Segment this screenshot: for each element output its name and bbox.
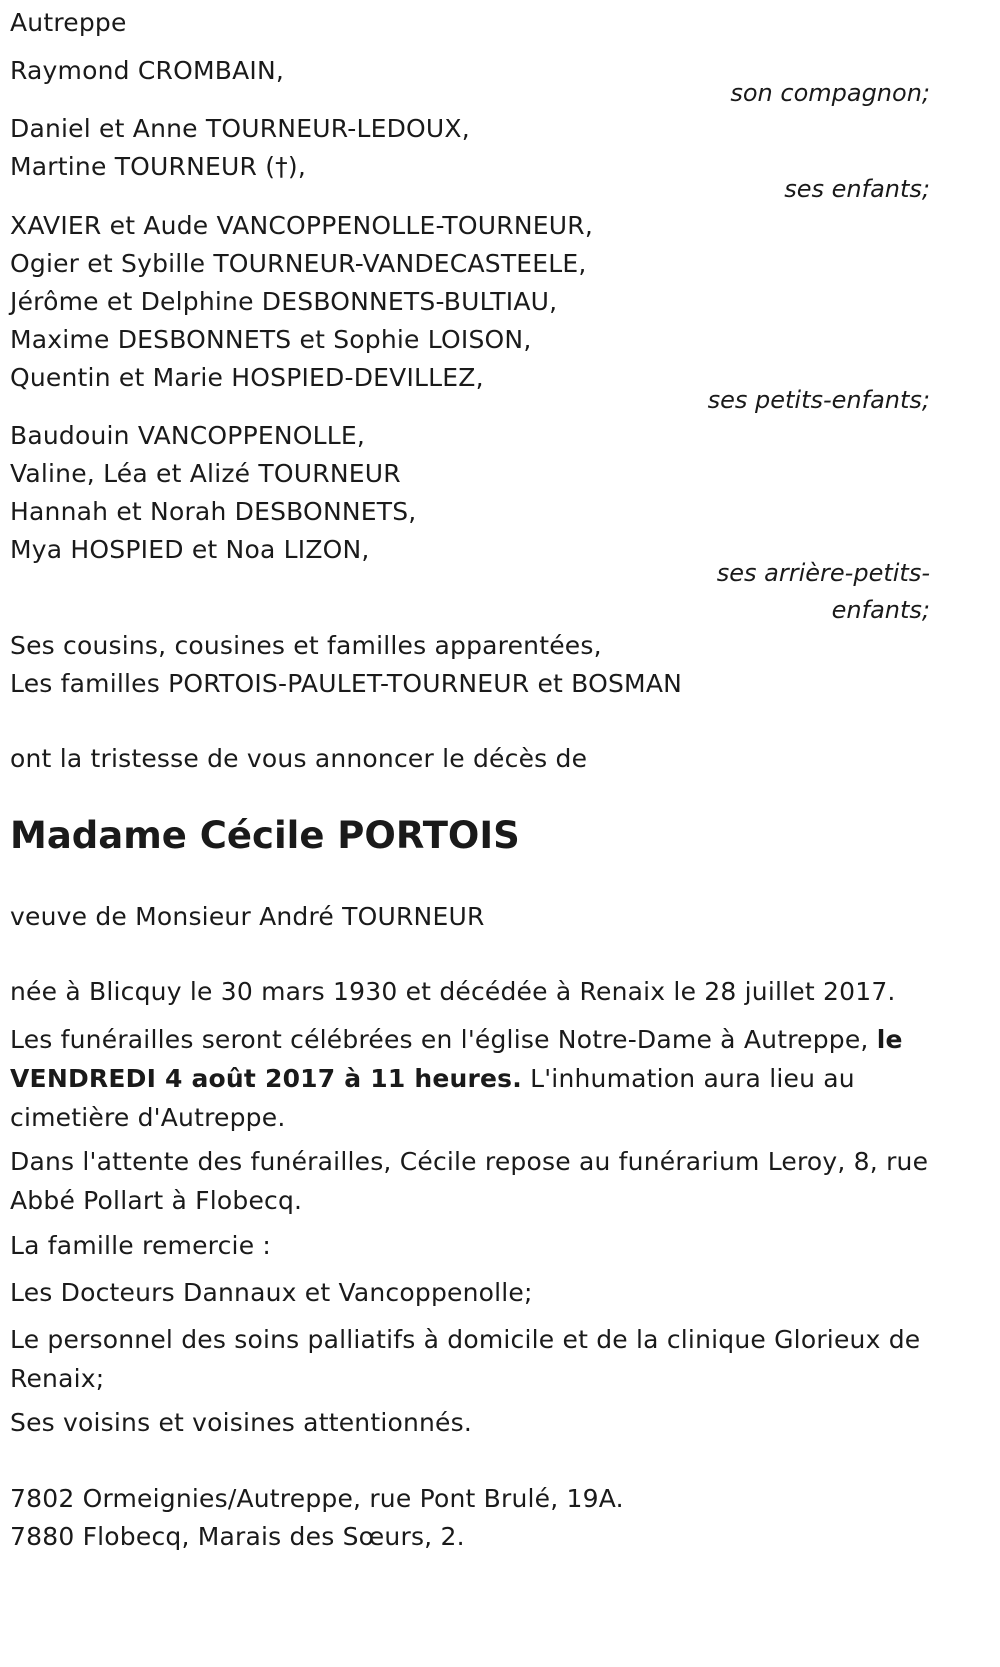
great-grandchildren-role-line1: ses arrière-petits-	[716, 559, 930, 587]
thanks-intro: La famille remercie :	[10, 1231, 272, 1260]
child-name: Daniel et Anne TOURNEUR-LEDOUX,	[10, 114, 470, 143]
spouse-line: veuve de Monsieur André TOURNEUR	[10, 902, 485, 931]
birth-death-dates: née à Blicquy le 30 mars 1930 et décédée à Renaix le 28 juillet 2017.	[10, 977, 896, 1006]
companion-role: son compagnon;	[730, 79, 930, 107]
grandchildren-role: ses petits-enfants;	[707, 386, 930, 414]
thanks-item: Les Docteurs Dannaux et Vancoppenolle;	[10, 1278, 533, 1307]
grandchild-name: Jérôme et Delphine DESBONNETS-BULTIAU,	[10, 287, 558, 316]
relatives-line: Ses cousins, cousines et familles apparentées,	[10, 631, 602, 660]
grandchild-name: Ogier et Sybille TOURNEUR-VANDECASTEELE,	[10, 249, 587, 278]
funeral-text-before: Les funérailles seront célébrées en l'église Notre-Dame à Autreppe,	[10, 1025, 877, 1054]
thanks-item: Le personnel des soins palliatifs à domicile et de la clinique Glorieux de Renaix;	[10, 1325, 921, 1393]
funeral-date-time: le VENDREDI 4 août 2017 à 11 heures.	[10, 1025, 903, 1093]
great-grandchild-name: Hannah et Norah DESBONNETS,	[10, 497, 417, 526]
child-name: Martine TOURNEUR (†),	[10, 152, 306, 181]
great-grandchild-name: Baudouin VANCOPPENOLLE,	[10, 421, 366, 450]
children-role: ses enfants;	[784, 175, 930, 203]
companion-name: Raymond CROMBAIN,	[10, 56, 284, 85]
funeral-text-after: L'inhumation aura lieu au cimetière d'Autreppe.	[10, 1064, 855, 1132]
deceased-name: Madame Cécile PORTOIS	[10, 814, 520, 857]
address-line: 7802 Ormeignies/Autreppe, rue Pont Brulé, 19A.	[10, 1484, 624, 1513]
relatives-line: Les familles PORTOIS-PAULET-TOURNEUR et BOSMAN	[10, 669, 683, 698]
announcement-text: ont la tristesse de vous annoncer le décès de	[10, 744, 588, 773]
address-line: 7880 Flobecq, Marais des Sœurs, 2.	[10, 1522, 465, 1551]
grandchild-name: Quentin et Marie HOSPIED-DEVILLEZ,	[10, 363, 484, 392]
funeral-paragraph	[10, 1020, 940, 1137]
rest-paragraph: Dans l'attente des funérailles, Cécile repose au funérarium Leroy, 8, rue Abbé Pollart à Flobecq.	[10, 1147, 929, 1215]
thanks-item: Ses voisins et voisines attentionnés.	[10, 1408, 473, 1437]
great-grandchild-name: Mya HOSPIED et Noa LIZON,	[10, 535, 370, 564]
great-grandchild-name: Valine, Léa et Alizé TOURNEUR	[10, 459, 401, 488]
grandchild-name: XAVIER et Aude VANCOPPENOLLE-TOURNEUR,	[10, 211, 593, 240]
great-grandchildren-role-line2: enfants;	[831, 596, 930, 624]
grandchild-name: Maxime DESBONNETS et Sophie LOISON,	[10, 325, 532, 354]
place-heading: Autreppe	[10, 8, 127, 37]
